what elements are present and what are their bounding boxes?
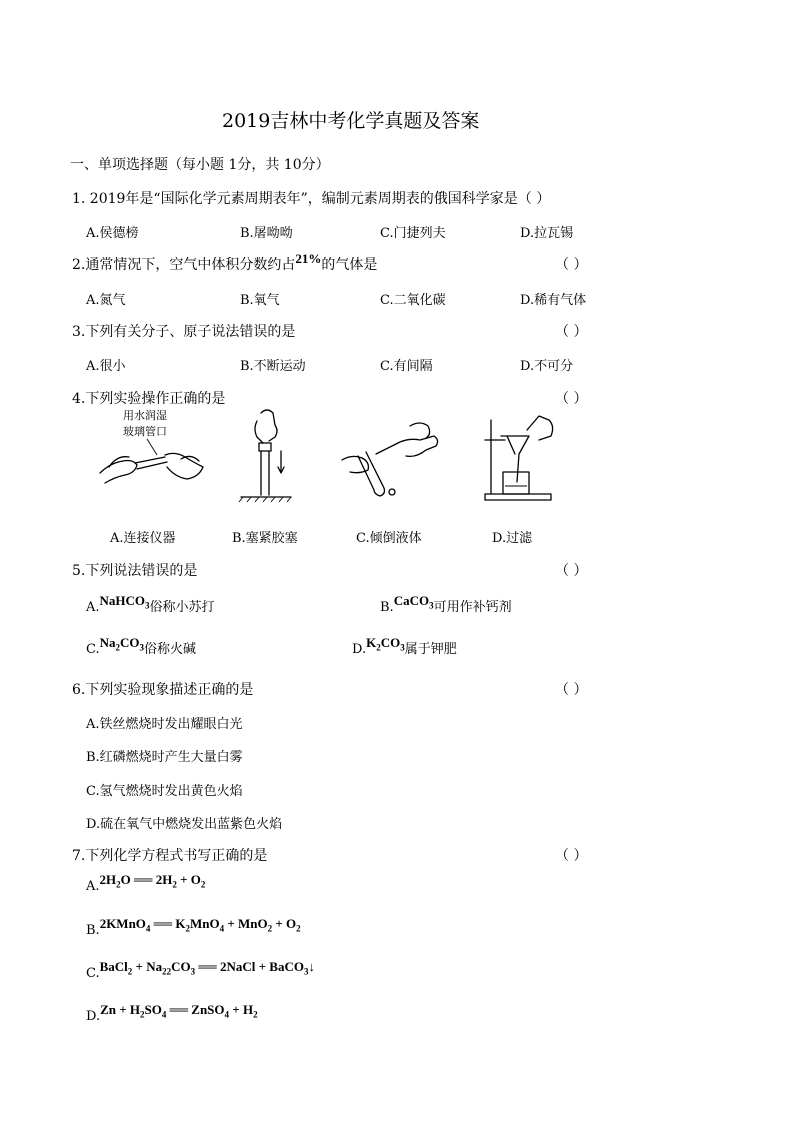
q7-option-a-letter: A. (86, 879, 100, 894)
q5-option-b-text: 可用作补钙剂 (433, 600, 512, 615)
question-3-stem: 3.下列有关分子、原子说法错误的是 (72, 324, 296, 340)
q5-option-d-letter: D. (352, 642, 367, 657)
q5-option-c-letter: C. (86, 642, 100, 657)
q3-option-a: A.很小 (86, 359, 126, 374)
q2-option-c: C.二氧化碳 (380, 293, 446, 308)
q6-option-b: B.红磷燃烧时产生大量白雾 (86, 750, 243, 765)
q1-option-c: C.门捷列夫 (380, 226, 446, 241)
q7-option-a (86, 872, 206, 896)
q3-option-c: C.有间隔 (380, 359, 433, 374)
q6-answer-paren: （ ） (555, 682, 588, 698)
q2-stem-post: 的气体是 (321, 257, 378, 273)
q3-option-b: B.不断运动 (240, 359, 306, 374)
q5-formula-na2co3: $Na_2CO_3$ (99, 635, 145, 653)
q4-option-b: B.塞紧胶塞 (232, 531, 298, 546)
q5-option-a-text: 俗称小苏打 (149, 600, 215, 615)
q5-formula-caco3: CaCO$_3$ (393, 593, 434, 611)
q6-option-a: A.铁丝燃烧时发出耀眼白光 (86, 717, 243, 732)
q6-option-c: C.氢气燃烧时发出黄色火焰 (86, 784, 243, 799)
q4-option-a: A.连接仪器 (110, 531, 176, 546)
q5-option-b (380, 593, 512, 617)
q5-answer-paren: （ ） (555, 563, 588, 579)
q2-option-d: D.稀有气体 (520, 293, 587, 308)
q2-stem-pre: 2.通常情况下，空气中体积分数约占 (72, 257, 296, 273)
q5-option-b-letter: B. (380, 600, 394, 615)
figure-label-line-2: 玻璃管口 (123, 425, 167, 438)
q7-option-b (86, 916, 301, 940)
q1-option-a: A.侯德榜 (86, 226, 139, 241)
question-2-stem (72, 251, 378, 274)
q1-option-b: B.屠呦呦 (240, 226, 293, 241)
q7-equation-a: $2H_2O$ ══ $2H_2 + O_2$ (99, 872, 206, 890)
q7-option-b-letter: B. (86, 923, 100, 938)
q2-option-b: B.氧气 (240, 293, 280, 308)
q5-option-d-text: 属于钾肥 (404, 642, 457, 657)
question-7-stem: 7.下列化学方程式书写正确的是 (72, 848, 268, 864)
q5-formula-k2co3: $K_2CO_3$ (366, 635, 405, 653)
q4-option-d: D.过滤 (492, 531, 533, 546)
q5-option-a-letter: A. (86, 600, 100, 615)
q5-option-c-text: 俗称火碱 (144, 642, 197, 657)
q4-answer-paren: （ ） (555, 391, 588, 407)
q5-option-c (86, 635, 197, 659)
q7-equation-b: 2KMnO$_4$ ══ $K_2MnO_4 + MnO_2 + O_2$ (99, 916, 301, 934)
q5-formula-nahco3: NaHCO$_3$ (99, 593, 150, 611)
q7-answer-paren: （ ） (555, 848, 588, 864)
q1-option-d: D.拉瓦锡 (520, 226, 574, 241)
question-5-stem: 5.下列说法错误的是 (72, 563, 198, 579)
q2-answer-paren: （ ） (555, 257, 588, 273)
q7-equation-c: BaCl$_2$ + $Na_{22}CO_3$ ══ 2NaCl + BaCO$_3$↓ (99, 959, 315, 977)
figure-filtration (475, 410, 560, 505)
question-1-stem: 1. 2019年是“国际化学元素周期表年”，编制元素周期表的俄国科学家是（ ） (72, 191, 551, 207)
q4-option-c: C.倾倒液体 (356, 531, 422, 546)
section-heading: 一、单项选择题（每小题 1分，共 10分） (70, 157, 330, 173)
q3-option-d: D.不可分 (520, 359, 574, 374)
q7-option-c (86, 959, 315, 983)
figure-label-line-1: 用水润湿 (123, 409, 167, 422)
figure-insert-stopper (235, 405, 295, 505)
q7-option-d (86, 1002, 258, 1026)
question-4-stem: 4.下列实验操作正确的是 (72, 391, 226, 407)
q7-option-d-letter: D. (86, 1009, 101, 1024)
page-title: 2019吉林中考化学真题及答案 (222, 110, 480, 132)
question-6-stem: 6.下列实验现象描述正确的是 (72, 682, 254, 698)
q6-option-d: D.硫在氧气中燃烧发出蓝紫色火焰 (86, 817, 283, 832)
figure-connect-apparatus (95, 405, 210, 500)
q2-option-a: A.氮气 (86, 293, 126, 308)
figure-pour-liquid (340, 418, 445, 503)
q7-equation-d: $Zn + H_2SO_4$ ══ ZnSO$_4$ + $H_2$ (100, 1002, 258, 1020)
q7-option-c-letter: C. (86, 966, 100, 981)
q3-answer-paren: （ ） (555, 324, 588, 340)
q2-percentage: 21% (295, 251, 322, 266)
q5-option-d (352, 635, 457, 659)
q5-option-a (86, 593, 215, 617)
